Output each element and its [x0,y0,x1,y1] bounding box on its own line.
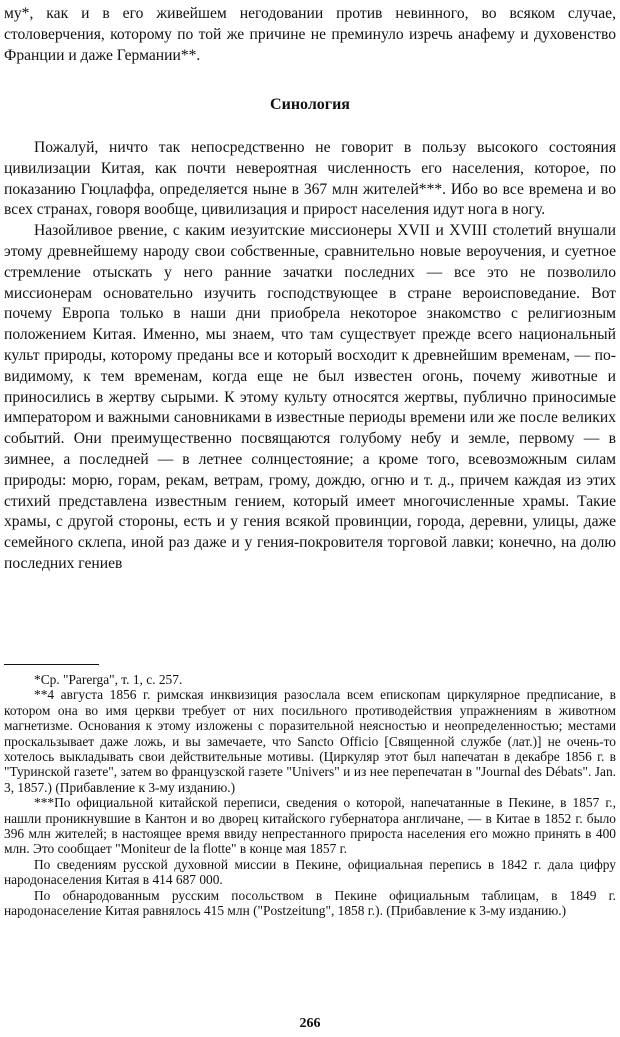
footnotes [4,672,616,919]
footnote: *Ср. "Parerga", т. 1, с. 257. [34,672,183,687]
body-paragraph: Пожалуй, ничто так непосредственно не говорит в пользу высокого состояния цивилизации Китая, как почти невероятная численность его населения, которое, по показанию Гюцлаффа, определяется ныне в 367 млн жителей***. Ибо во все времена и во всех странах, говоря вообще, цивилизация и прирост населения идут нога в ногу. [4,139,616,219]
footnote: По обнародованным русским посольством в Пекине официальным таблицам, в 1849 г. народонаселение Китая равнялось 415 млн ("Postzeitung", 1858 г.). (Прибавление к 3-му изданию.) [4,887,616,919]
body-text [4,138,616,575]
footnote: ***По официальной китайской переписи, сведения о которой, напечатанные в Пекине, в 1857 г., нашли проникнувшие в Кантон и во дворец китайского губернатора англичане, — в Китае в 1852 г. было 396 млн жителей; в настоящее время ввиду непрестанного прироста населения его можно принять в 400 млн. Это сообщает "Moniteur de la flotte" в конце мая 1857 г. [4,795,616,857]
footnote-divider [4,664,99,665]
footnote: **4 августа 1856 г. римская инквизиция разослала всем епископам циркулярное предписание, в котором она во имя церкви требует от них посильного противодействия упражнениям в животном магнетизме. Основания к этому изложены с поразительной неясностью и неопределенностью; местами проскальзывает даже ложь, и вы замечаете, что Sancto Officio [Священной службе (лат.)] не очень-то хотелось выкладывать свои действительные мотивы. (Циркуляр этот был напечатан в декабре 1856 г. в "Туринской газете", затем во французской газете "Univers" и из нее перепечатан в "Journal des Débats". Jan. 3, 1857.) (Прибавление к 3-му изданию.) [4,687,616,795]
footnote: По сведениям русской духовной миссии в Пекине, официальная перепись в 1842 г. дала цифру народонаселения Китая в 414 687 000. [4,856,616,888]
page-number: 266 [299,1016,321,1031]
body-paragraph: Назойливое рвение, с каким иезуитские миссионеры XVII и XVIII столетий внушали этому древнейшему народу свои собственные, сравнительно новые вероучения, и суетное стремление отыскать у него ранние зачатки последних — все это не позволило миссионерам основательно изучить господствующее в стране вероисповедание. Вот почему Европа только в наши дни приобрела некоторое знакомство с религиозным положением Китая. Именно, мы знаем, что там существует прежде всего национальный культ природы, которому преданы все и который восходит к древнейшим временам, — по-видимому, к тем временам, когда еще не был известен огонь, почему животные и приносились в жертву сырыми. К этому культу относятся жертвы, публично приносимые императором и важными сановниками в известные периоды времени или же после великих событий. Они преимущественно посвящаются голубому небу и земле, первому — в зимнее, а последней — в летнее солнцестояние; а кроме того, всевозможным силам природы: морю, горам, рекам, ветрам, грому, дождю, огню и т. д., причем каждая из этих стихий представлена известным гением, который имеет многочисленные храмы. Такие храмы, с другой стороны, есть и у гения всякой провинции, города, деревни, улицы, даже семейного склепа, иной раз даже и у гения-покровителя торговой лавки; конечно, на долю последних гениев [4,222,616,572]
section-heading: Синология [270,96,350,113]
top-paragraph: му*, как и в его живейшем негодовании против невинного, во всяком случае, столоверчения, которому по той же причине не преминуло изречь анафему и духовенство Франции и даже Германии**. [4,5,616,64]
